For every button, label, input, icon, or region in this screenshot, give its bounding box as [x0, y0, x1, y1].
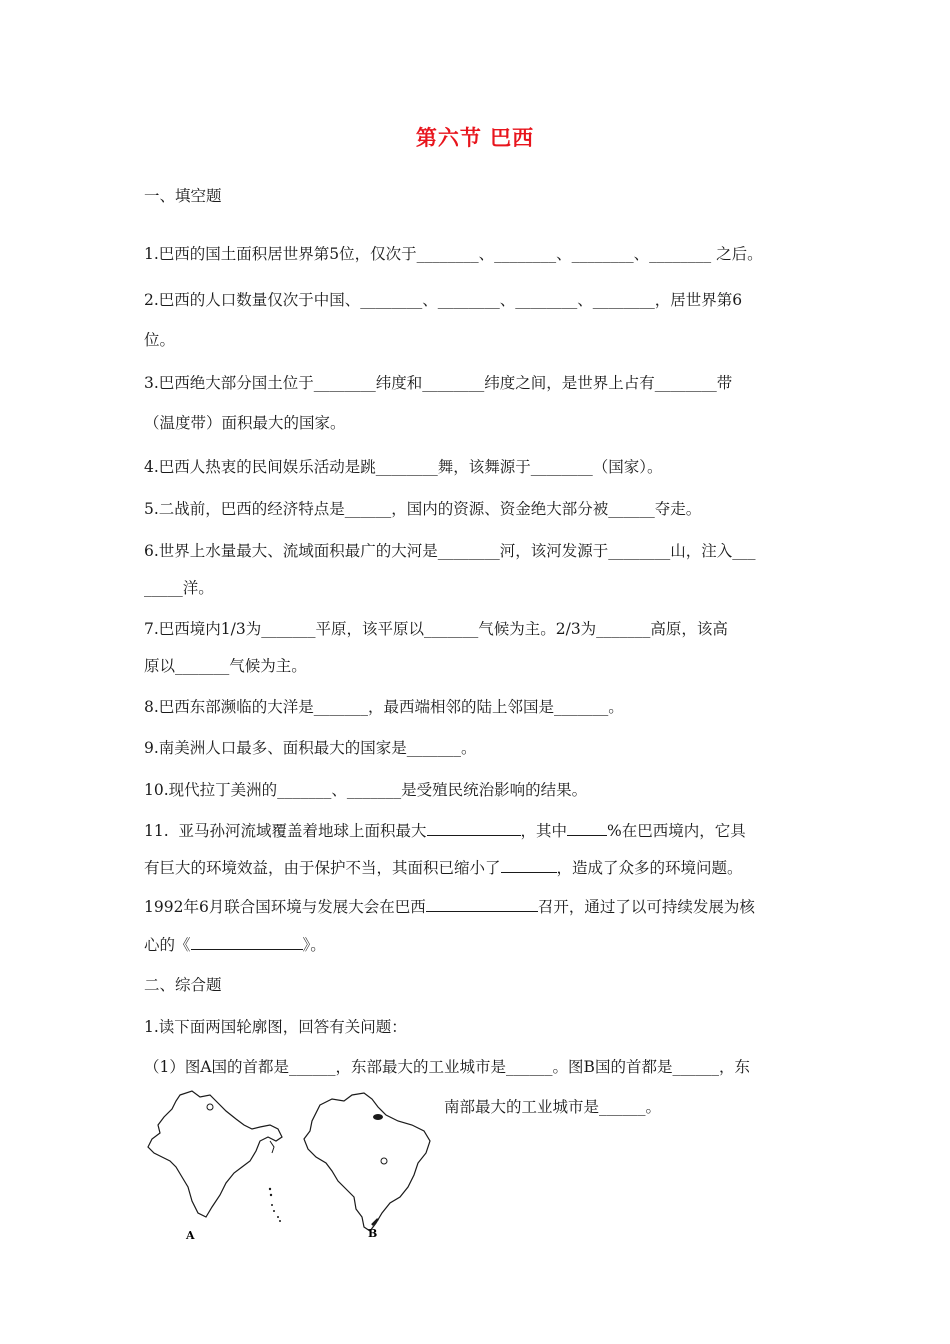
question-10: 10.现代拉丁美洲的_______、_______是受殖民统治影响的结果。	[144, 781, 588, 799]
question-6-line-2: _____洋。	[144, 579, 214, 597]
answer-blank[interactable]	[567, 820, 607, 836]
comprehensive-question-1-part-1-line-2: 南部最大的工业城市是______。	[444, 1098, 662, 1116]
question-11-line-4	[144, 934, 326, 956]
question-7-line-1: 7.巴西境内1/3为_______平原，该平原以_______气候为主。2/3为_______高原，该高	[144, 620, 728, 638]
answer-blank[interactable]	[191, 934, 303, 950]
q11-text: 有巨大的环境效益，由于保护不当，其面积已缩小了	[144, 859, 501, 877]
q11-text: 1992年6月联合国环境与发展大会在巴西	[144, 898, 426, 916]
answer-blank[interactable]	[427, 820, 521, 836]
question-2-line-1: 2.巴西的人口数量仅次于中国、________、________、________、________，居世界第6	[144, 291, 743, 309]
question-2-line-2: 位。	[144, 331, 176, 349]
question-3-line-1: 3.巴西绝大部分国土位于________纬度和________纬度之间，是世界上占有________带	[144, 374, 733, 392]
comprehensive-question-1: 1.读下面两国轮廓图，回答有关问题：	[144, 1018, 407, 1036]
question-4: 4.巴西人热衷的民间娱乐活动是跳________舞，该舞源于________（国家）。	[144, 458, 663, 476]
section-heading-comprehensive: 二、综合题	[144, 976, 222, 994]
q11-text: 》。	[302, 936, 326, 954]
map-a-label: A	[186, 1229, 195, 1242]
question-11-line-3	[144, 896, 755, 918]
question-1: 1.巴西的国土面积居世界第5位，仅次于________、________、________、________ 之后。	[144, 245, 763, 263]
question-11-line-1	[144, 820, 746, 842]
answer-blank[interactable]	[501, 857, 557, 873]
question-9: 9.南美洲人口最多、面积最大的国家是_______。	[144, 739, 477, 757]
map-b-label: B	[368, 1227, 378, 1240]
q11-text: 召开，通过了以可持续发展为核	[537, 898, 755, 916]
question-11-line-2	[144, 857, 743, 879]
q11-text: %在巴西境内，它具	[607, 822, 746, 840]
section-heading-fill-in: 一、填空题	[144, 187, 222, 205]
question-7-line-2: 原以_______气候为主。	[144, 657, 307, 675]
question-8: 8.巴西东部濒临的大洋是_______，最西端相邻的陆上邻国是_______。	[144, 698, 624, 716]
q11-text: 心的《	[144, 936, 191, 954]
page-title: 第六节 巴西	[415, 126, 535, 150]
country-outline-maps	[140, 1085, 440, 1245]
q11-text: ，其中	[520, 822, 568, 840]
question-5: 5.二战前，巴西的经济特点是______，国内的资源、资金绝大部分被______夺走。	[144, 500, 702, 518]
q11-text: 11. 亚马孙河流域覆盖着地球上面积最大	[144, 822, 427, 840]
map-b-brazil-outline	[304, 1093, 430, 1231]
question-3-line-2: （温度带）面积最大的国家。	[144, 414, 346, 432]
map-a-india-outline	[148, 1091, 282, 1222]
answer-blank[interactable]	[426, 896, 538, 912]
question-6-line-1: 6.世界上水量最大、流域面积最广的大河是________河，该河发源于________山，注入___	[144, 542, 756, 560]
q11-text: ，造成了众多的环境问题。	[556, 859, 743, 877]
comprehensive-question-1-part-1-line-1: （1）图A国的首都是______，东部最大的工业城市是______。图B国的首都是______，东	[144, 1058, 750, 1076]
